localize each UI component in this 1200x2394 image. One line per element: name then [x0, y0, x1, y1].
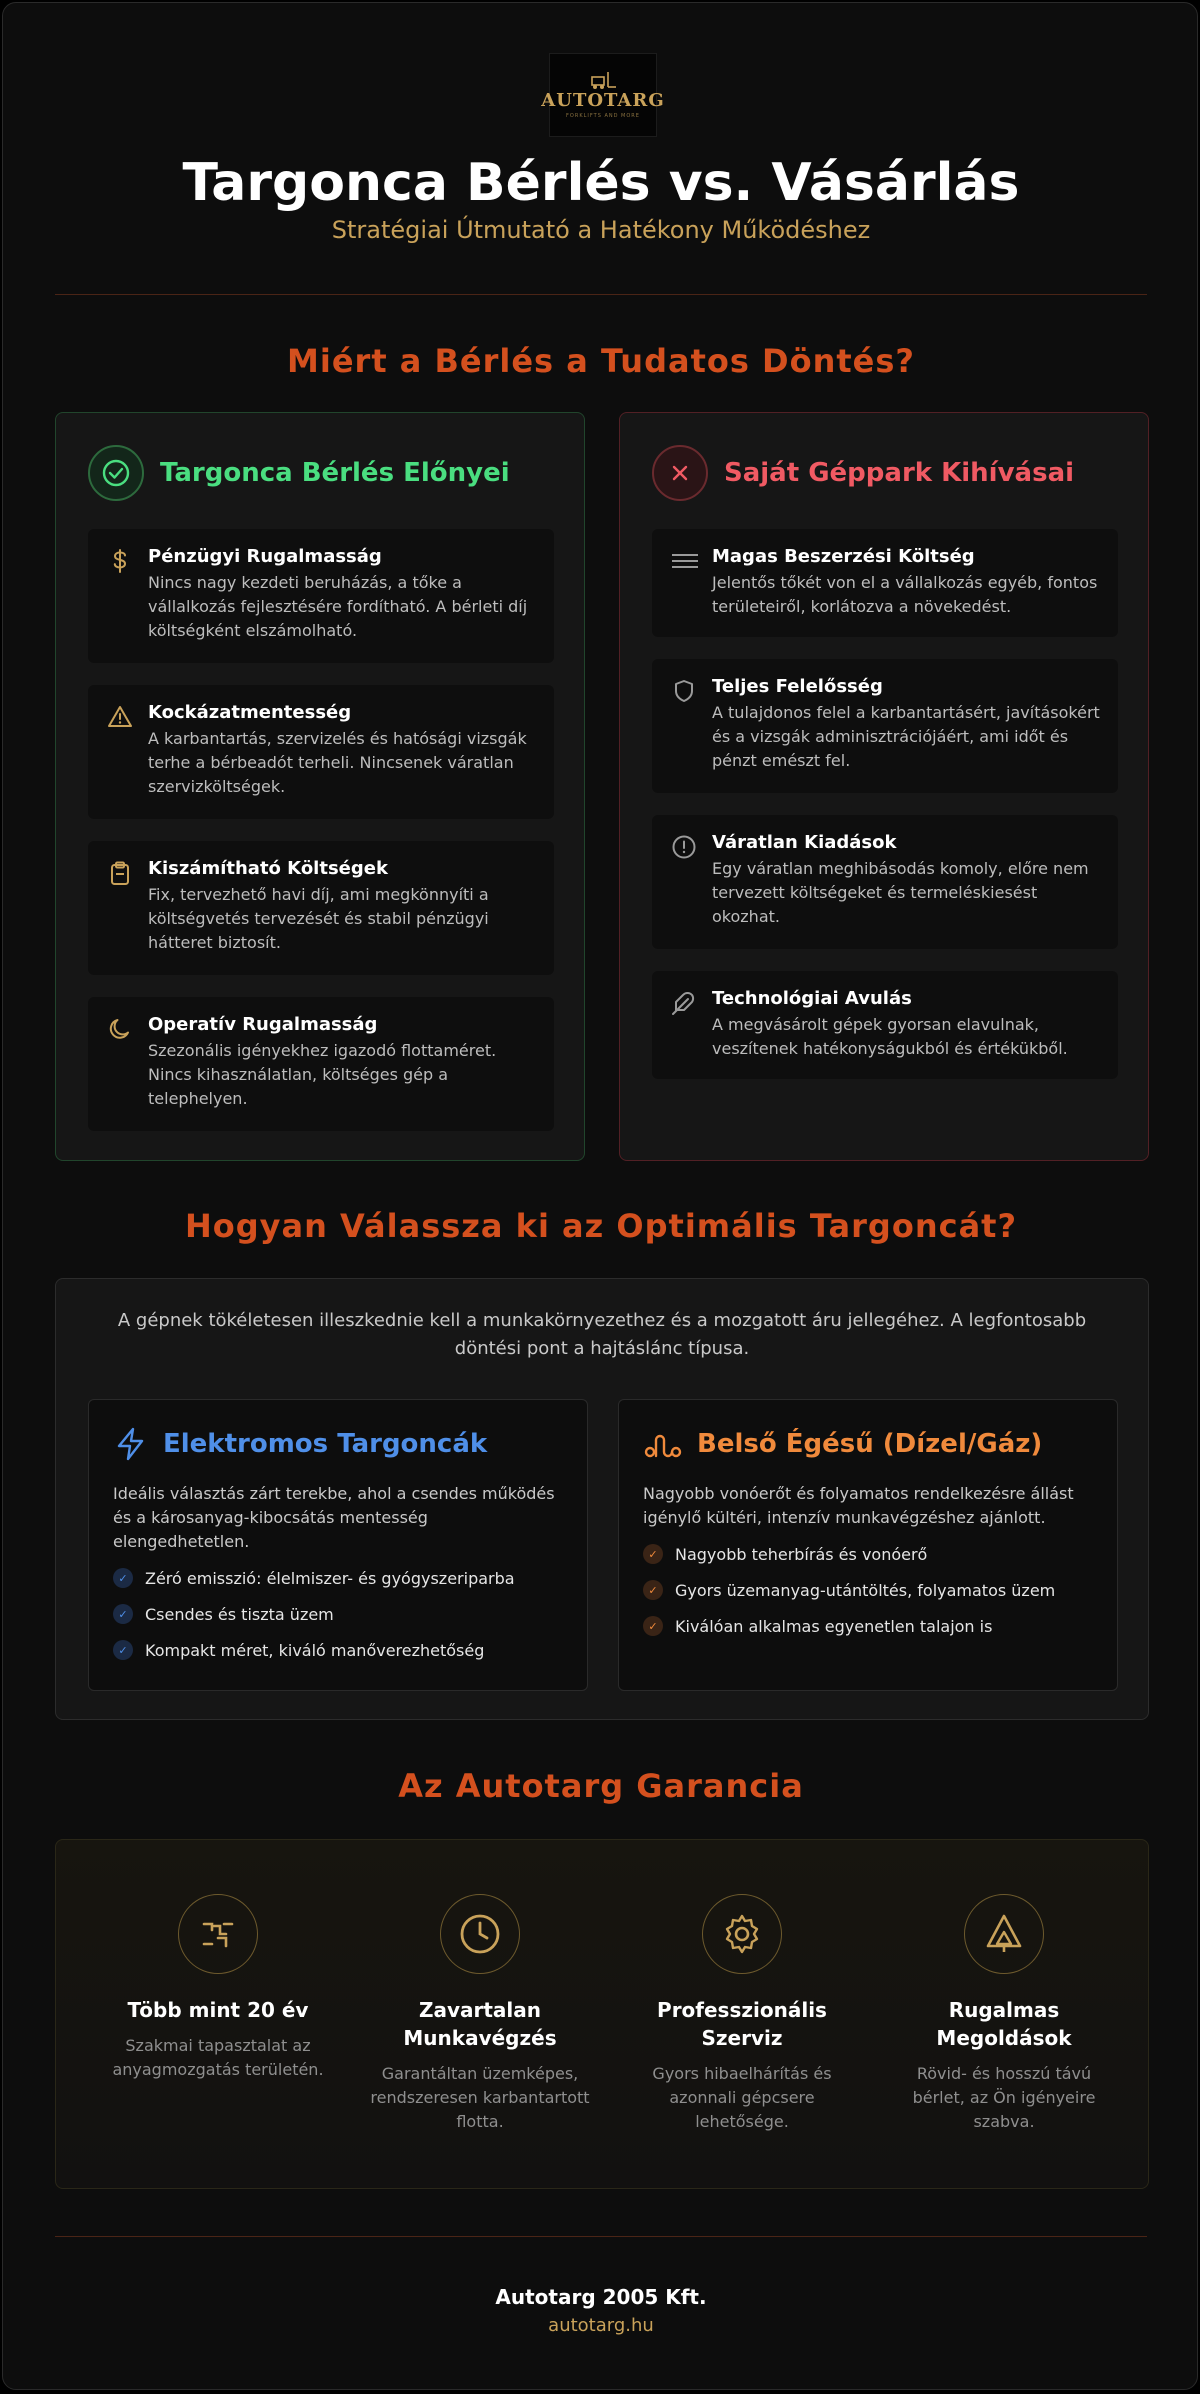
combustion-card-title: Belső Égésű (Dízel/Gáz) — [697, 1429, 1043, 1459]
shield-icon — [670, 677, 698, 705]
own-item-title: Technológiai Avulás — [712, 988, 912, 1009]
rent-item-desc: A karbantartás, szervizelés és hatósági vizsgák terhe a bérbeadót terheli. Nincsenek váratlan szervizköltségek. — [148, 729, 527, 796]
guarantee-item-desc: Rövid- és hosszú távú bérlet, az Ön igényeire szabva. — [912, 2064, 1096, 2131]
rent-item-title: Kockázatmentesség — [148, 702, 352, 723]
guarantee-section-title: Az Autotarg Garancia — [398, 1767, 804, 1805]
lines-icon — [670, 547, 698, 575]
bullet-text: Gyors üzemanyag-utántöltés, folyamatos üzem — [675, 1580, 1056, 1600]
own-fleet-challenges-panel — [619, 412, 1149, 1161]
footer-website-link[interactable]: autotarg.hu — [548, 2315, 654, 2336]
page-title: Targonca Bérlés vs. Vásárlás — [182, 153, 1020, 213]
feather-icon — [670, 989, 698, 1017]
list-item — [113, 1632, 515, 1668]
guarantee-item-desc: Garantáltan üzemképes, rendszeresen karbantartott flotta. — [370, 2064, 590, 2131]
drivetrain-choice-panel — [55, 1278, 1149, 1720]
check-icon: ✓ — [643, 1616, 663, 1636]
alert-circle-icon — [670, 833, 698, 861]
check-icon: ✓ — [113, 1640, 133, 1660]
own-item-desc: A megvásárolt gépek gyorsan elavulnak, veszítenek hatékonyságukból és értékükből. — [712, 1015, 1068, 1058]
bullet-text: Kompakt méret, kiváló manőverezhetőség — [145, 1640, 485, 1660]
footer-company: Autotarg 2005 Kft. — [495, 2285, 707, 2309]
bullet-text: Nagyobb teherbírás és vonóerő — [675, 1544, 928, 1564]
rent-item-desc: Nincs nagy kezdeti beruházás, a tőke a vállalkozás fejlesztésére fordítható. A bérleti díj költségként elszámolható. — [148, 573, 528, 640]
combustion-forklift-card — [618, 1399, 1118, 1691]
stairs-icon — [178, 1894, 258, 1974]
guarantee-item — [108, 1894, 328, 2082]
electric-card-desc: Ideális választás zárt terekbe, ahol a csendes működés és a károsanyag-kibocsátás mentesség elengedhetetlen. — [113, 1484, 555, 1551]
own-item-desc: Jelentős tőkét von el a vállalkozás egyéb, fontos területeiről, korlátozva a növekedést. — [712, 573, 1098, 616]
bullet-text: Kiválóan alkalmas egyenetlen talajon is — [675, 1616, 993, 1636]
rent-item-title: Operatív Rugalmasság — [148, 1014, 378, 1035]
warning-icon — [106, 703, 134, 731]
guarantee-panel — [55, 1839, 1149, 2189]
rent-item-desc: Fix, tervezhető havi díj, ami megkönnyíti a költségvetés tervezését és stabil pénzügyi hátteret biztosít. — [148, 885, 489, 952]
electric-forklift-card — [88, 1399, 588, 1691]
list-item — [643, 1608, 1055, 1644]
guarantee-item — [894, 1894, 1114, 2134]
own-item-title: Teljes Felelősség — [712, 676, 883, 697]
clock-icon — [440, 1894, 520, 1974]
guarantee-item-desc: Szakmai tapasztalat az anyagmozgatás területén. — [112, 2036, 324, 2079]
rent-item — [88, 685, 554, 819]
own-panel-title: Saját Géppark Kihívásai — [724, 458, 1075, 488]
check-icon: ✓ — [113, 1604, 133, 1624]
why-section-title: Miért a Bérlés a Tudatos Döntés? — [287, 342, 915, 380]
list-item — [643, 1536, 1055, 1572]
guarantee-item-title: Több mint 20 év — [127, 1998, 309, 2022]
check-icon: ✓ — [643, 1580, 663, 1600]
guarantee-item — [632, 1894, 852, 2134]
infographic-page — [2, 2, 1198, 2390]
rent-item — [88, 997, 554, 1131]
list-item — [113, 1560, 515, 1596]
choose-intro: A gépnek tökéletesen illeszkednie kell a munkakörnyezethez és a mozgatott áru jellegéhez. A legfontosabb döntési pont a hajtáslánc típusa. — [117, 1310, 1087, 1359]
dollar-icon — [106, 547, 134, 575]
rent-panel-title: Targonca Bérlés Előnyei — [160, 458, 510, 488]
guarantee-item-title: Rugalmas Megoldások — [936, 1998, 1072, 2050]
guarantee-item-title: Zavartalan Munkavégzés — [403, 1998, 557, 2050]
divider — [55, 294, 1147, 295]
guarantee-item-desc: Gyors hibaelhárítás és azonnali gépcsere lehetősége. — [652, 2064, 832, 2131]
rent-item-desc: Szezonális igényekhez igazodó flottaméret. Nincs kihasználatlan, költséges gép a telephelyen. — [148, 1041, 497, 1108]
own-item — [652, 971, 1118, 1079]
own-item-title: Magas Beszerzési Költség — [712, 546, 975, 567]
engine-icon — [643, 1426, 683, 1462]
own-item — [652, 659, 1118, 793]
own-item-title: Váratlan Kiadások — [712, 832, 897, 853]
check-icon: ✓ — [643, 1544, 663, 1564]
x-circle-icon — [652, 445, 708, 501]
list-item — [113, 1596, 515, 1632]
bullet-text: Csendes és tiszta üzem — [145, 1604, 334, 1624]
gear-icon — [702, 1894, 782, 1974]
forklift-logo-icon — [588, 71, 618, 89]
electric-bullet-list — [113, 1560, 515, 1668]
own-item — [652, 529, 1118, 637]
rent-advantages-panel — [55, 412, 585, 1161]
own-item-desc: Egy váratlan meghibásodás komoly, előre nem tervezett költségeket és termeléskiesést okozhat. — [712, 859, 1089, 926]
rent-item-title: Pénzügyi Rugalmasság — [148, 546, 382, 567]
choose-section-title: Hogyan Válassza ki az Optimális Targoncát? — [184, 1207, 1018, 1245]
combustion-bullet-list — [643, 1536, 1055, 1644]
guarantee-item — [370, 1894, 590, 2134]
combustion-card-desc: Nagyobb vonóerőt és folyamatos rendelkezésre állást igénylő kültéri, intenzív munkavégzéshez ajánlott. — [643, 1484, 1074, 1527]
clipboard-icon — [106, 859, 134, 887]
check-icon: ✓ — [113, 1568, 133, 1588]
rent-item-title: Kiszámítható Költségek — [148, 858, 388, 879]
tree-icon — [964, 1894, 1044, 1974]
electric-card-title: Elektromos Targoncák — [163, 1429, 488, 1459]
moon-icon — [106, 1015, 134, 1043]
logo-text: AUTOTARG — [541, 90, 665, 111]
logo-tagline: FORKLIFTS AND MORE — [566, 113, 640, 119]
list-item — [643, 1572, 1055, 1608]
rent-item — [88, 529, 554, 663]
own-item-desc: A tulajdonos felel a karbantartásért, javításokért és a vizsgák adminisztrációjáért, ami időt és pénzt emészt fel. — [712, 703, 1100, 770]
page-subtitle: Stratégiai Útmutató a Hatékony Működéshez — [331, 216, 871, 244]
autotarg-logo — [541, 53, 665, 137]
lightning-icon — [113, 1426, 149, 1462]
check-circle-icon — [88, 445, 144, 501]
guarantee-item-title: Professzionális Szerviz — [657, 1998, 827, 2050]
own-item — [652, 815, 1118, 949]
divider — [55, 2236, 1147, 2237]
rent-item — [88, 841, 554, 975]
bullet-text: Zéró emisszió: élelmiszer- és gyógyszeriparba — [145, 1568, 515, 1588]
